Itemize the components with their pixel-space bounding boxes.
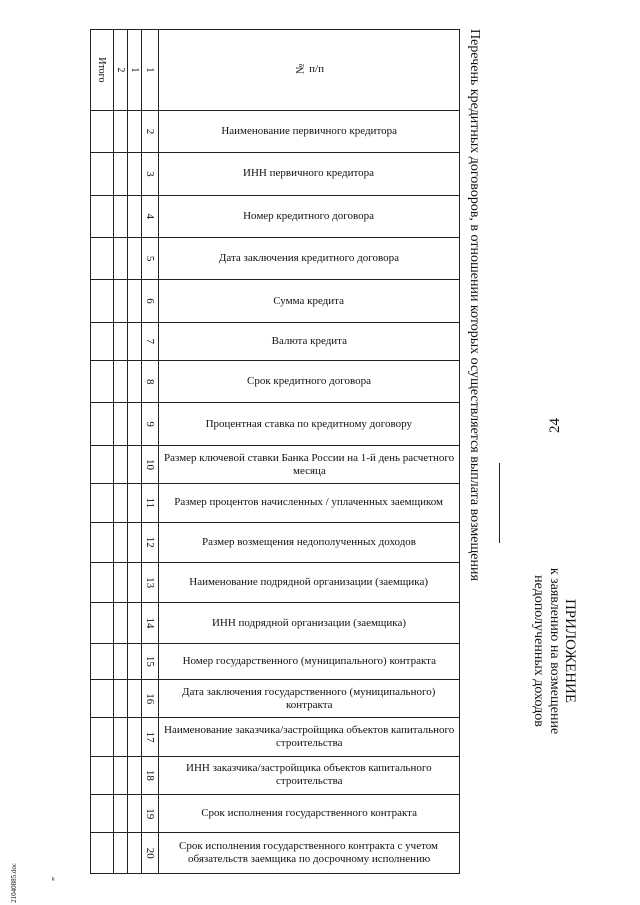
divider-line xyxy=(499,463,500,543)
column-number: 16 xyxy=(142,679,159,717)
header-cell: ИНН первичного кредитора xyxy=(159,152,460,194)
header-cell: № п/п xyxy=(159,29,460,110)
header-cell: Наименование подрядной организации (заемщика) xyxy=(159,562,460,602)
column-number: 19 xyxy=(142,794,159,832)
header-cell: Номер государственного (муниципального) контракта xyxy=(159,643,460,679)
header-cell: Размер ключевой ставки Банка России на 1-й день расчетного месяца xyxy=(159,445,460,483)
column-number: 20 xyxy=(142,832,159,873)
list-title: Перечень кредитных договоров, в отношении которых осуществляется выплата возмещения xyxy=(467,28,482,581)
page-number: 24 xyxy=(547,417,563,433)
header-cell: Размер возмещения недополученных доходов xyxy=(159,522,460,562)
header-cell: Размер процентов начисленных / уплаченных заемщиком xyxy=(159,483,460,521)
header-row xyxy=(159,29,460,873)
header-cell: Наименование первичного кредитора xyxy=(159,110,460,152)
column-number: 8 xyxy=(142,360,159,402)
header-cell: Номер кредитного договора xyxy=(159,195,460,237)
appendix-line3: недополученных доходов xyxy=(531,574,546,727)
column-number: 13 xyxy=(142,562,159,602)
appendix-block xyxy=(530,491,578,811)
quote-mark: “ xyxy=(46,876,56,881)
document-code: 21040885.doc xyxy=(10,863,18,903)
header-cell: Срок исполнения государственного контракта xyxy=(159,794,460,832)
header-cell: Дата заключения государственного (муниципального) контракта xyxy=(159,679,460,717)
row-number: 2 xyxy=(114,29,128,110)
total-label: Итого xyxy=(91,29,114,110)
column-number: 1 xyxy=(142,29,159,110)
header-cell: Срок кредитного договора xyxy=(159,360,460,402)
header-cell: Дата заключения кредитного договора xyxy=(159,237,460,279)
table-row xyxy=(128,29,142,873)
header-cell: Валюта кредита xyxy=(159,322,460,360)
column-number: 5 xyxy=(142,237,159,279)
header-cell: Наименование заказчика/застройщика объектов капитального строительства xyxy=(159,717,460,755)
appendix-title: ПРИЛОЖЕНИЕ xyxy=(562,598,578,703)
column-number: 4 xyxy=(142,195,159,237)
contracts-table xyxy=(90,29,460,874)
table-row xyxy=(114,29,128,873)
header-cell: Срок исполнения государственного контракта с учетом обязательств заемщика по досрочному исполнению xyxy=(159,832,460,873)
column-number: 12 xyxy=(142,522,159,562)
header-cell: ИНН подрядной организации (заемщика) xyxy=(159,602,460,642)
row-number: 1 xyxy=(128,29,142,110)
column-number: 7 xyxy=(142,322,159,360)
header-cell: Сумма кредита xyxy=(159,279,460,321)
appendix-line2: к заявлению на возмещение xyxy=(547,567,562,734)
header-cell: ИНН заказчика/застройщика объектов капитального строительства xyxy=(159,756,460,794)
column-number: 10 xyxy=(142,445,159,483)
column-number: 9 xyxy=(142,402,159,444)
column-number: 18 xyxy=(142,756,159,794)
column-number: 17 xyxy=(142,717,159,755)
column-number: 15 xyxy=(142,643,159,679)
column-number: 14 xyxy=(142,602,159,642)
column-number: 6 xyxy=(142,279,159,321)
total-row xyxy=(91,29,114,873)
column-number: 3 xyxy=(142,152,159,194)
column-number: 11 xyxy=(142,483,159,521)
rotated-page xyxy=(40,23,600,883)
header-cell: Процентная ставка по кредитному договору xyxy=(159,402,460,444)
column-number: 2 xyxy=(142,110,159,152)
column-number-row xyxy=(142,29,159,873)
